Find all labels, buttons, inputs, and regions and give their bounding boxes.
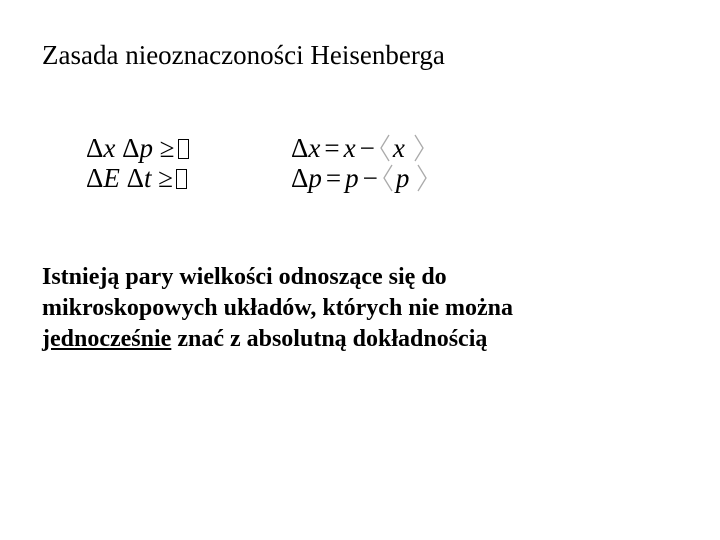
- body-paragraph: [42, 262, 682, 355]
- geq-symbol: ≥: [159, 133, 175, 163]
- body-line-1: Istnieją pary wielkości odnoszące się do: [42, 264, 447, 290]
- uncertainty-definitions: [291, 133, 430, 193]
- minus-symbol: −: [359, 133, 375, 163]
- body-line-3-rest: znać z absolutną dokładnością: [171, 326, 488, 352]
- expectation-x: [379, 133, 427, 163]
- variable-x: x: [392, 133, 405, 163]
- variable-e: E: [103, 163, 120, 193]
- geq-symbol: ≥: [158, 163, 174, 193]
- delta-symbol: Δ: [126, 163, 144, 193]
- slide-title: Zasada nieoznaczoności Heisenberga: [42, 40, 445, 70]
- variable-p: p: [345, 163, 359, 193]
- variable-t: t: [144, 163, 152, 193]
- variable-x: x: [343, 133, 356, 163]
- body-line-3: [42, 324, 682, 355]
- minus-symbol: −: [362, 163, 378, 193]
- delta-symbol: Δ: [291, 133, 309, 163]
- delta-symbol: Δ: [86, 163, 104, 193]
- missing-glyph-box: [176, 169, 187, 189]
- uncertainty-inequalities: [86, 133, 189, 193]
- variable-p: p: [395, 163, 410, 193]
- variable-x: x: [308, 133, 321, 163]
- variable-p: p: [308, 163, 322, 193]
- emphasized-word: jednocześnie: [42, 326, 172, 352]
- expectation-p: [382, 163, 430, 193]
- missing-glyph-box: [178, 139, 189, 159]
- equals-symbol: =: [324, 133, 340, 163]
- energy-time-inequality: [86, 163, 189, 193]
- equals-symbol: =: [325, 163, 342, 193]
- delta-p-definition: [291, 163, 430, 193]
- position-momentum-inequality: [86, 133, 189, 163]
- variable-p: p: [139, 133, 153, 163]
- body-line-2: mikroskopowych układów, których nie można: [42, 295, 513, 321]
- delta-symbol: Δ: [122, 133, 140, 163]
- delta-symbol: Δ: [291, 163, 309, 193]
- delta-x-definition: [291, 133, 430, 163]
- delta-symbol: Δ: [86, 133, 104, 163]
- variable-x: x: [103, 133, 116, 163]
